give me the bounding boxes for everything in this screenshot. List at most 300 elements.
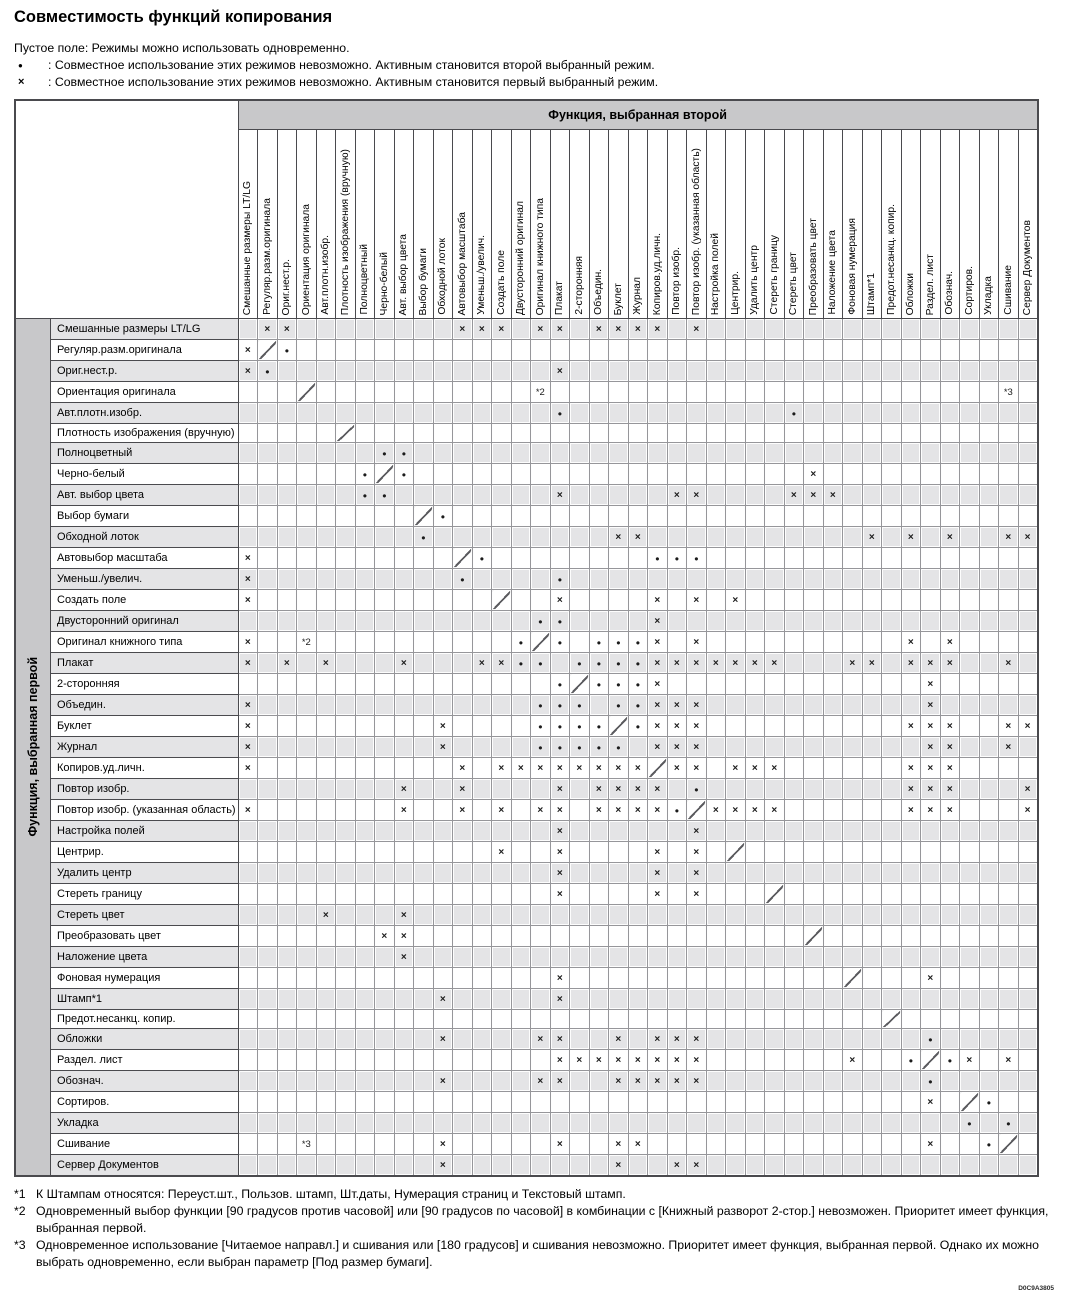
matrix-cell bbox=[589, 1050, 609, 1071]
matrix-cell bbox=[316, 424, 336, 443]
matrix-cell bbox=[472, 779, 492, 800]
matrix-cell bbox=[862, 1092, 882, 1113]
matrix-cell bbox=[492, 863, 512, 884]
matrix-cell bbox=[277, 674, 297, 695]
col-header-label: Обознач. bbox=[944, 271, 956, 315]
matrix-cell bbox=[1018, 506, 1038, 527]
matrix-cell bbox=[648, 548, 668, 569]
matrix-cell bbox=[726, 382, 746, 403]
matrix-cell bbox=[999, 1010, 1019, 1029]
matrix-cell bbox=[940, 800, 960, 821]
matrix-cell bbox=[765, 590, 785, 611]
matrix-cell bbox=[862, 695, 882, 716]
x-mark-icon: × bbox=[927, 763, 934, 774]
x-mark-icon: × bbox=[244, 805, 251, 816]
x-mark-icon: × bbox=[615, 1160, 622, 1171]
matrix-cell bbox=[940, 779, 960, 800]
matrix-cell bbox=[609, 319, 629, 340]
matrix-cell bbox=[550, 674, 570, 695]
matrix-cell bbox=[609, 382, 629, 403]
matrix-cell bbox=[511, 821, 531, 842]
matrix-cell bbox=[511, 1029, 531, 1050]
col-header-label: Плотность изображения (вручную) bbox=[339, 148, 351, 315]
matrix-cell bbox=[921, 926, 941, 947]
matrix-cell bbox=[823, 716, 843, 737]
matrix-cell bbox=[706, 443, 726, 464]
matrix-cell bbox=[453, 863, 473, 884]
matrix-cell bbox=[882, 947, 902, 968]
x-mark-icon: × bbox=[283, 658, 290, 669]
matrix-cell bbox=[745, 590, 765, 611]
row-label: Авт. выбор цвета bbox=[51, 485, 239, 506]
dot-mark-icon: ● bbox=[596, 680, 602, 689]
diagonal-cell bbox=[706, 821, 726, 842]
matrix-cell bbox=[316, 926, 336, 947]
x-mark-icon: × bbox=[595, 763, 602, 774]
matrix-cell bbox=[375, 1092, 395, 1113]
col-header-label: Стереть границу bbox=[768, 235, 780, 315]
matrix-cell bbox=[882, 1155, 902, 1177]
matrix-cell bbox=[687, 653, 707, 674]
matrix-cell bbox=[336, 485, 356, 506]
dot-mark-icon: ● bbox=[655, 554, 660, 563]
matrix-cell bbox=[433, 737, 453, 758]
matrix-cell bbox=[921, 758, 941, 779]
matrix-cell bbox=[960, 548, 980, 569]
row-label: Стереть границу bbox=[51, 884, 239, 905]
matrix-cell bbox=[238, 716, 258, 737]
matrix-cell bbox=[609, 485, 629, 506]
matrix-cell bbox=[550, 590, 570, 611]
matrix-cell bbox=[784, 1050, 804, 1071]
matrix-cell bbox=[979, 968, 999, 989]
matrix-cell bbox=[375, 653, 395, 674]
matrix-cell bbox=[765, 340, 785, 361]
matrix-cell bbox=[726, 758, 746, 779]
matrix-cell bbox=[901, 403, 921, 424]
matrix-cell bbox=[843, 947, 863, 968]
matrix-cell bbox=[687, 1050, 707, 1071]
matrix-cell bbox=[570, 968, 590, 989]
matrix-cell bbox=[589, 382, 609, 403]
matrix-cell bbox=[921, 569, 941, 590]
col-header bbox=[726, 130, 746, 319]
matrix-cell bbox=[628, 800, 648, 821]
x-mark-icon: × bbox=[264, 324, 271, 335]
matrix-cell bbox=[414, 548, 434, 569]
matrix-cell bbox=[609, 653, 629, 674]
x-mark-icon: × bbox=[810, 490, 817, 501]
matrix-cell bbox=[765, 1113, 785, 1134]
matrix-cell bbox=[628, 632, 648, 653]
matrix-cell bbox=[726, 821, 746, 842]
matrix-cell bbox=[375, 758, 395, 779]
dot-mark-icon: ● bbox=[538, 722, 543, 731]
matrix-cell bbox=[667, 758, 687, 779]
table-row bbox=[15, 1071, 1038, 1092]
matrix-cell bbox=[804, 842, 824, 863]
matrix-cell bbox=[609, 1071, 629, 1092]
matrix-cell bbox=[921, 1113, 941, 1134]
table-row bbox=[15, 863, 1038, 884]
dot-mark-icon: ● bbox=[596, 659, 602, 668]
x-mark-icon: × bbox=[498, 763, 505, 774]
matrix-cell bbox=[784, 1092, 804, 1113]
matrix-cell bbox=[1018, 1092, 1038, 1113]
matrix-cell bbox=[238, 340, 258, 361]
matrix-cell bbox=[355, 1155, 375, 1177]
matrix-cell bbox=[531, 1155, 551, 1177]
matrix-cell bbox=[472, 737, 492, 758]
matrix-cell bbox=[316, 1050, 336, 1071]
matrix-cell bbox=[511, 863, 531, 884]
matrix-cell bbox=[804, 905, 824, 926]
matrix-cell bbox=[414, 674, 434, 695]
matrix-cell bbox=[882, 653, 902, 674]
matrix-cell bbox=[336, 1134, 356, 1155]
table-row bbox=[15, 319, 1038, 340]
matrix-cell bbox=[784, 403, 804, 424]
matrix-cell bbox=[882, 361, 902, 382]
matrix-cell bbox=[433, 590, 453, 611]
matrix-cell bbox=[531, 340, 551, 361]
matrix-cell bbox=[960, 590, 980, 611]
matrix-cell bbox=[238, 905, 258, 926]
matrix-cell bbox=[336, 443, 356, 464]
matrix-cell bbox=[394, 905, 414, 926]
matrix-cell bbox=[1018, 1050, 1038, 1071]
matrix-cell bbox=[765, 1050, 785, 1071]
matrix-cell bbox=[414, 947, 434, 968]
matrix-cell bbox=[375, 947, 395, 968]
matrix-cell bbox=[414, 443, 434, 464]
x-mark-icon: × bbox=[537, 805, 544, 816]
matrix-cell bbox=[940, 569, 960, 590]
matrix-cell bbox=[277, 569, 297, 590]
matrix-cell bbox=[784, 485, 804, 506]
matrix-cell bbox=[336, 1050, 356, 1071]
matrix-cell bbox=[492, 905, 512, 926]
matrix-cell bbox=[882, 800, 902, 821]
matrix-cell bbox=[979, 1071, 999, 1092]
matrix-cell bbox=[1018, 464, 1038, 485]
matrix-cell bbox=[609, 821, 629, 842]
matrix-cell bbox=[433, 464, 453, 485]
matrix-cell bbox=[804, 674, 824, 695]
matrix-cell bbox=[687, 590, 707, 611]
matrix-cell bbox=[726, 947, 746, 968]
matrix-cell bbox=[336, 821, 356, 842]
matrix-cell bbox=[433, 424, 453, 443]
matrix-cell bbox=[726, 695, 746, 716]
matrix-cell bbox=[648, 340, 668, 361]
matrix-cell bbox=[492, 947, 512, 968]
matrix-cell bbox=[414, 464, 434, 485]
matrix-cell bbox=[570, 947, 590, 968]
matrix-cell bbox=[550, 1010, 570, 1029]
matrix-cell bbox=[940, 884, 960, 905]
matrix-cell bbox=[940, 1092, 960, 1113]
col-header-label: Сортиров. bbox=[963, 266, 975, 315]
matrix-cell bbox=[960, 947, 980, 968]
matrix-cell bbox=[628, 527, 648, 548]
matrix-cell bbox=[375, 884, 395, 905]
matrix-cell bbox=[745, 569, 765, 590]
matrix-cell bbox=[453, 464, 473, 485]
matrix-cell bbox=[882, 424, 902, 443]
matrix-cell bbox=[999, 464, 1019, 485]
matrix-cell bbox=[258, 569, 278, 590]
diagonal-cell bbox=[862, 989, 882, 1010]
dot-mark-icon: ● bbox=[557, 409, 563, 418]
matrix-cell bbox=[258, 800, 278, 821]
col-header-label: Уменьш./увелич. bbox=[476, 235, 488, 315]
matrix-cell bbox=[316, 695, 336, 716]
x-mark-icon: × bbox=[673, 1055, 680, 1066]
col-header bbox=[511, 130, 531, 319]
matrix-cell bbox=[960, 527, 980, 548]
matrix-cell bbox=[472, 340, 492, 361]
matrix-cell bbox=[316, 1092, 336, 1113]
matrix-cell bbox=[979, 863, 999, 884]
matrix-cell bbox=[687, 1092, 707, 1113]
x-mark-icon: × bbox=[498, 658, 505, 669]
dot-mark-icon: ● bbox=[18, 61, 23, 70]
matrix-cell bbox=[316, 361, 336, 382]
matrix-cell bbox=[258, 737, 278, 758]
x-mark-icon: × bbox=[595, 324, 602, 335]
matrix-cell bbox=[667, 716, 687, 737]
matrix-cell bbox=[882, 674, 902, 695]
matrix-cell bbox=[667, 424, 687, 443]
matrix-cell bbox=[336, 926, 356, 947]
matrix-cell bbox=[979, 464, 999, 485]
matrix-cell bbox=[336, 800, 356, 821]
matrix-cell bbox=[804, 319, 824, 340]
matrix-cell bbox=[999, 1071, 1019, 1092]
col-header bbox=[648, 130, 668, 319]
matrix-cell bbox=[531, 590, 551, 611]
matrix-cell bbox=[316, 968, 336, 989]
matrix-cell bbox=[765, 716, 785, 737]
matrix-cell bbox=[979, 989, 999, 1010]
matrix-cell bbox=[414, 1092, 434, 1113]
matrix-cell bbox=[414, 1134, 434, 1155]
matrix-cell bbox=[921, 590, 941, 611]
table-row bbox=[15, 548, 1038, 569]
dot-mark-icon: ● bbox=[538, 617, 543, 626]
x-mark-icon: × bbox=[537, 1076, 544, 1087]
matrix-cell bbox=[921, 1092, 941, 1113]
matrix-cell bbox=[570, 905, 590, 926]
matrix-cell bbox=[570, 989, 590, 1010]
col-header bbox=[433, 130, 453, 319]
matrix-cell bbox=[492, 527, 512, 548]
matrix-cell bbox=[999, 800, 1019, 821]
matrix-cell bbox=[277, 340, 297, 361]
matrix-cell bbox=[394, 716, 414, 737]
matrix-cell bbox=[1018, 611, 1038, 632]
x-mark-icon: × bbox=[946, 532, 953, 543]
matrix-cell bbox=[550, 758, 570, 779]
matrix-cell bbox=[609, 926, 629, 947]
matrix-cell bbox=[492, 1010, 512, 1029]
table-corner bbox=[15, 100, 238, 319]
document-id: D0C9A3805 bbox=[1018, 1285, 1054, 1292]
matrix-cell bbox=[609, 403, 629, 424]
matrix-cell bbox=[901, 863, 921, 884]
matrix-cell bbox=[726, 884, 746, 905]
table-row bbox=[15, 758, 1038, 779]
matrix-cell bbox=[433, 779, 453, 800]
matrix-cell bbox=[901, 443, 921, 464]
matrix-cell bbox=[960, 716, 980, 737]
matrix-cell bbox=[277, 695, 297, 716]
matrix-cell bbox=[589, 1010, 609, 1029]
matrix-cell bbox=[355, 361, 375, 382]
matrix-cell bbox=[258, 548, 278, 569]
matrix-cell bbox=[667, 1050, 687, 1071]
matrix-cell bbox=[726, 1134, 746, 1155]
matrix-cell bbox=[355, 947, 375, 968]
x-mark-icon: × bbox=[576, 1055, 583, 1066]
table-row bbox=[15, 1050, 1038, 1071]
matrix-cell bbox=[823, 403, 843, 424]
matrix-cell bbox=[628, 842, 648, 863]
matrix-cell bbox=[277, 716, 297, 737]
legend-empty-text: Пустое поле: Режимы можно использовать одновременно. bbox=[14, 41, 350, 55]
matrix-cell bbox=[589, 716, 609, 737]
col-header-label: Объедин. bbox=[593, 269, 605, 315]
matrix-cell bbox=[745, 989, 765, 1010]
matrix-cell bbox=[550, 695, 570, 716]
matrix-cell bbox=[628, 695, 648, 716]
matrix-cell bbox=[238, 403, 258, 424]
matrix-cell bbox=[394, 590, 414, 611]
x-mark-icon: × bbox=[654, 637, 661, 648]
x-mark-icon: × bbox=[244, 345, 251, 356]
diagonal-cell bbox=[453, 548, 473, 569]
col-header-label: Авт.плотн.изобр. bbox=[320, 235, 332, 315]
x-mark-icon: × bbox=[946, 784, 953, 795]
matrix-cell bbox=[375, 1113, 395, 1134]
matrix-cell bbox=[394, 611, 414, 632]
matrix-cell bbox=[492, 361, 512, 382]
x-mark-icon: × bbox=[673, 763, 680, 774]
matrix-cell bbox=[940, 464, 960, 485]
matrix-cell bbox=[531, 1029, 551, 1050]
x-mark-icon: × bbox=[1024, 784, 1031, 795]
x-mark-icon: × bbox=[459, 784, 466, 795]
matrix-cell bbox=[531, 842, 551, 863]
matrix-cell bbox=[258, 1092, 278, 1113]
matrix-cell bbox=[316, 800, 336, 821]
matrix-cell bbox=[882, 989, 902, 1010]
matrix-cell bbox=[414, 800, 434, 821]
matrix-cell bbox=[843, 1113, 863, 1134]
matrix-cell bbox=[940, 1029, 960, 1050]
matrix-cell bbox=[765, 611, 785, 632]
x-mark-icon: × bbox=[907, 658, 914, 669]
matrix-cell bbox=[277, 1010, 297, 1029]
matrix-cell bbox=[336, 527, 356, 548]
matrix-cell bbox=[336, 548, 356, 569]
matrix-cell bbox=[940, 1155, 960, 1177]
col-header-label: Повтор изобр. bbox=[671, 247, 683, 315]
matrix-cell bbox=[570, 1092, 590, 1113]
matrix-cell bbox=[823, 1050, 843, 1071]
matrix-cell bbox=[999, 716, 1019, 737]
dot-mark-icon: ● bbox=[538, 701, 543, 710]
matrix-cell bbox=[804, 821, 824, 842]
matrix-cell bbox=[687, 1155, 707, 1177]
matrix-cell bbox=[726, 485, 746, 506]
matrix-cell bbox=[433, 1029, 453, 1050]
matrix-cell bbox=[745, 926, 765, 947]
matrix-cell bbox=[687, 926, 707, 947]
matrix-cell bbox=[297, 590, 317, 611]
x-mark-icon: × bbox=[1024, 532, 1031, 543]
matrix-cell bbox=[843, 632, 863, 653]
x-mark-icon: × bbox=[654, 700, 661, 711]
matrix-cell bbox=[804, 485, 824, 506]
matrix-cell bbox=[336, 632, 356, 653]
col-axis-title: Функция, выбранная второй bbox=[238, 100, 1038, 130]
table-row bbox=[15, 590, 1038, 611]
matrix-cell bbox=[745, 842, 765, 863]
matrix-cell bbox=[1018, 863, 1038, 884]
col-header bbox=[882, 130, 902, 319]
matrix-cell bbox=[511, 403, 531, 424]
matrix-cell bbox=[238, 382, 258, 403]
matrix-cell bbox=[316, 527, 336, 548]
x-mark-icon: × bbox=[790, 490, 797, 501]
matrix-cell bbox=[648, 611, 668, 632]
matrix-cell bbox=[862, 800, 882, 821]
matrix-cell bbox=[960, 464, 980, 485]
matrix-cell bbox=[823, 863, 843, 884]
matrix-cell bbox=[804, 569, 824, 590]
matrix-cell bbox=[862, 319, 882, 340]
matrix-cell bbox=[765, 485, 785, 506]
matrix-cell bbox=[589, 319, 609, 340]
matrix-cell bbox=[375, 1134, 395, 1155]
matrix-cell bbox=[297, 340, 317, 361]
matrix-cell bbox=[589, 1113, 609, 1134]
matrix-cell bbox=[726, 1029, 746, 1050]
col-header bbox=[804, 130, 824, 319]
table-row bbox=[15, 926, 1038, 947]
matrix-cell bbox=[472, 1134, 492, 1155]
matrix-cell bbox=[921, 464, 941, 485]
table-row bbox=[15, 361, 1038, 382]
matrix-cell bbox=[843, 611, 863, 632]
dot-mark-icon: ● bbox=[577, 743, 582, 752]
row-label: Черно-белый bbox=[51, 464, 239, 485]
matrix-cell bbox=[238, 361, 258, 382]
matrix-cell bbox=[570, 716, 590, 737]
matrix-cell bbox=[277, 968, 297, 989]
matrix-cell bbox=[843, 653, 863, 674]
matrix-cell bbox=[745, 382, 765, 403]
matrix-cell bbox=[648, 653, 668, 674]
matrix-cell bbox=[472, 527, 492, 548]
matrix-cell bbox=[589, 821, 609, 842]
matrix-cell bbox=[492, 926, 512, 947]
matrix-cell bbox=[394, 1071, 414, 1092]
matrix-cell bbox=[901, 989, 921, 1010]
matrix-cell bbox=[336, 737, 356, 758]
